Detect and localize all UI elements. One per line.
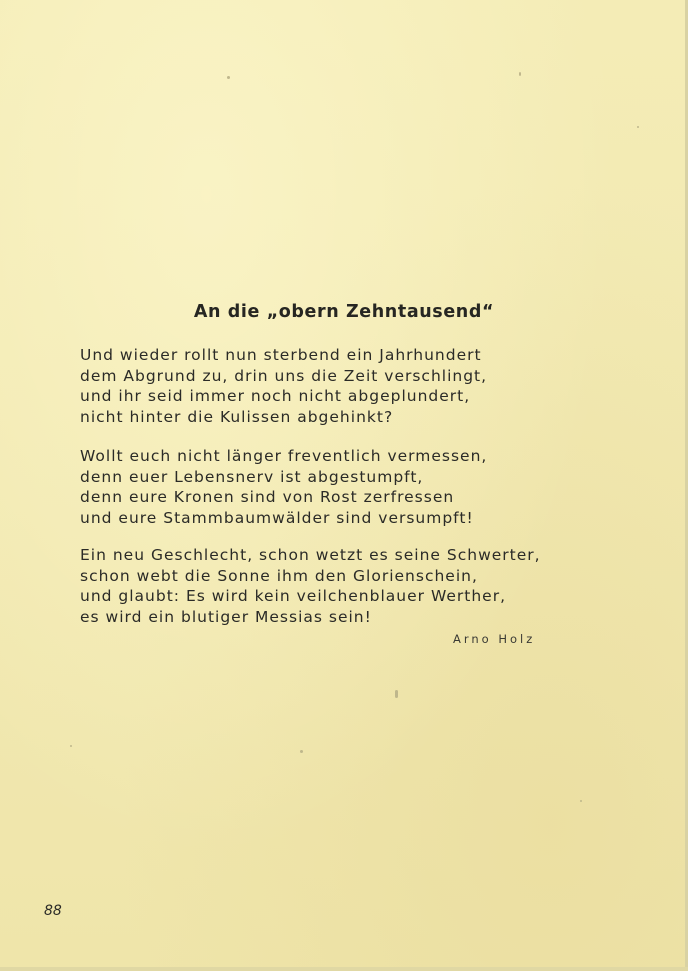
poem-stanza-3 [80, 545, 541, 627]
poem-line: nicht hinter die Kulissen abgehinkt? [80, 407, 394, 426]
poem-line: Wollt euch nicht länger freventlich vermessen, [80, 447, 488, 465]
poem-line: und ihr seid immer noch nicht abgeplundert, [80, 387, 471, 405]
paper-speck [519, 72, 521, 76]
poem-line: denn euer Lebensnerv ist abgestumpft, [80, 467, 424, 486]
paper-speck [637, 126, 639, 128]
page-number: 88 [44, 903, 62, 919]
poem-line: und glaubt: Es wird kein veilchenblauer Werther, [80, 587, 507, 605]
poem-line: Und wieder rollt nun sterbend ein Jahrhundert [80, 346, 482, 364]
poem-line: dem Abgrund zu, drin uns die Zeit verschlingt, [80, 366, 488, 385]
poem-stanza-2 [80, 446, 487, 528]
poem-author: Arno Holz [453, 632, 536, 646]
poem-line: Ein neu Geschlecht, schon wetzt es seine Schwerter, [80, 546, 541, 564]
poem-line: schon webt die Sonne ihm den Glorienschein, [80, 566, 478, 585]
poem-line: denn eure Kronen sind von Rost zerfressen [80, 488, 455, 506]
paper-speck [227, 76, 230, 79]
paper-speck [300, 750, 303, 753]
poem-stanza-1 [80, 345, 487, 427]
poem-line: es wird ein blutiger Messias sein! [80, 607, 372, 626]
page-edge-bottom [0, 967, 688, 971]
poem-line: und eure Stammbaumwälder sind versumpft! [80, 508, 474, 527]
paper-speck [70, 745, 72, 747]
poem-title: An die „obern Zehntausend“ [193, 302, 495, 322]
paper-speck [395, 690, 398, 698]
paper-speck [580, 800, 582, 802]
